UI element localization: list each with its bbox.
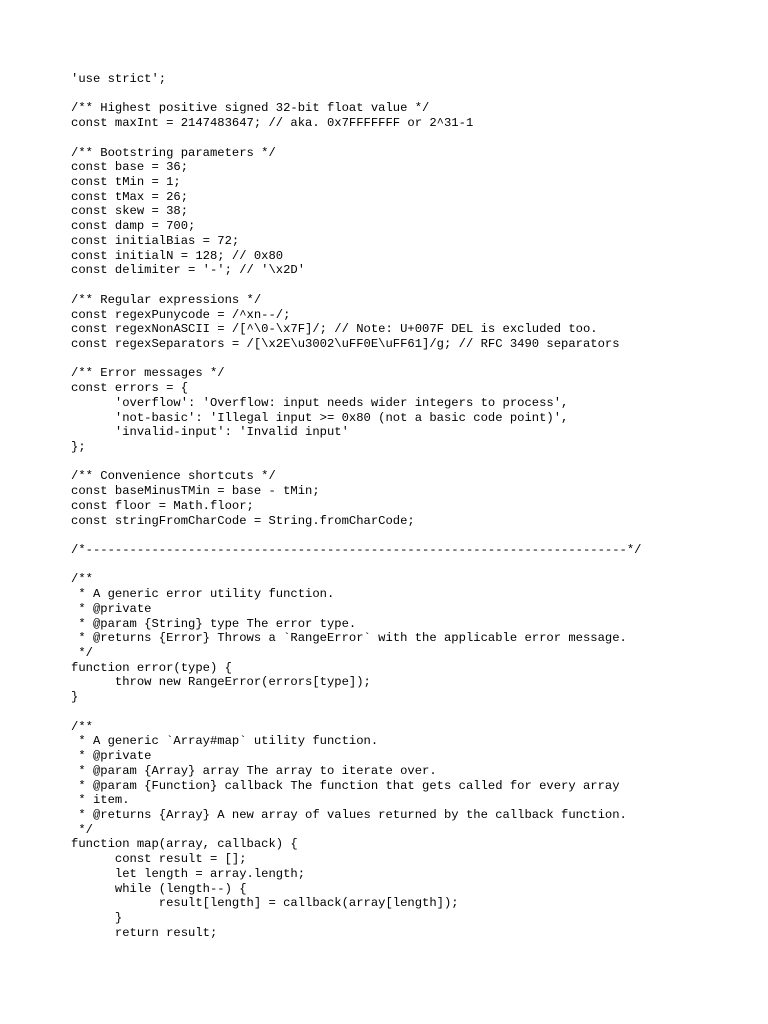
code-line: }; <box>71 439 86 454</box>
code-line: * @returns {Error} Throws a `RangeError` with the applicable error message. <box>71 631 627 646</box>
code-line: * @private <box>71 601 152 616</box>
code-line: const tMin = 1; <box>71 175 181 190</box>
code-line: 'use strict'; <box>71 72 167 86</box>
code-document <box>71 72 751 940</box>
code-line: const initialBias = 72; <box>71 233 240 248</box>
code-line <box>71 558 751 573</box>
code-line <box>71 705 751 720</box>
code-line: while (length--) { <box>71 881 247 896</box>
code-line: 'not-basic': 'Illegal input >= 0x80 (not a basic code point)', <box>71 410 569 425</box>
code-line: /** Error messages */ <box>71 366 225 381</box>
code-line: const regexNonASCII = /[^\0-\x7F]/; // Note: U+007F DEL is excluded too. <box>71 322 598 337</box>
code-line <box>71 455 751 470</box>
code-line: /** Regular expressions */ <box>71 292 262 307</box>
code-line: * @returns {Array} A new array of values returned by the callback function. <box>71 807 627 822</box>
code-line: /** Bootstring parameters */ <box>71 145 276 160</box>
code-line: const regexSeparators = /[\x2E\u3002\uFF0E\uFF61]/g; // RFC 3490 separators <box>71 336 620 351</box>
code-line: function error(type) { <box>71 660 232 675</box>
code-line: * @param {Function} callback The function that gets called for every array <box>71 778 620 793</box>
code-line <box>71 278 751 293</box>
code-line: * @private <box>71 749 152 764</box>
code-line: /*--------------------------------------------------------------------------*/ <box>71 543 642 557</box>
code-line: const maxInt = 2147483647; // aka. 0x7FFFFFFF or 2^31-1 <box>71 116 474 131</box>
code-line: */ <box>71 822 93 837</box>
code-line: const base = 36; <box>71 160 189 175</box>
code-line: * @param {String} type The error type. <box>71 616 357 631</box>
code-line: /** <box>71 719 93 734</box>
code-line: */ <box>71 646 93 661</box>
code-line: const baseMinusTMin = base - tMin; <box>71 484 320 499</box>
code-line: result[length] = callback(array[length]); <box>71 896 459 911</box>
code-line: * @param {Array} array The array to iterate over. <box>71 763 437 778</box>
code-line: } <box>71 690 79 705</box>
code-line: return result; <box>71 925 218 940</box>
code-line: const damp = 700; <box>71 219 196 234</box>
code-line <box>71 131 751 146</box>
code-line <box>71 528 751 543</box>
code-line <box>71 352 751 367</box>
code-line: /** Convenience shortcuts */ <box>71 469 276 484</box>
code-line: * item. <box>71 793 130 808</box>
code-line: /** Highest positive signed 32-bit float value */ <box>71 101 430 116</box>
code-line: const regexPunycode = /^xn--/; <box>71 307 291 322</box>
code-line: * A generic error utility function. <box>71 587 335 602</box>
code-line: 'invalid-input': 'Invalid input' <box>71 425 349 440</box>
code-line: let length = array.length; <box>71 866 306 881</box>
code-line: const skew = 38; <box>71 204 189 219</box>
code-line: /** <box>71 572 93 587</box>
code-line: throw new RangeError(errors[type]); <box>71 675 371 690</box>
code-line: const result = []; <box>71 852 247 867</box>
code-line: const floor = Math.floor; <box>71 498 254 513</box>
code-line: const delimiter = '-'; // '\x2D' <box>71 263 306 278</box>
code-line: const initialN = 128; // 0x80 <box>71 248 284 263</box>
code-line: const tMax = 26; <box>71 189 189 204</box>
code-line: const stringFromCharCode = String.fromCharCode; <box>71 513 415 528</box>
code-line: 'overflow': 'Overflow: input needs wider integers to process', <box>71 395 569 410</box>
code-line: function map(array, callback) { <box>71 837 298 852</box>
code-line <box>71 87 751 102</box>
code-line: const errors = { <box>71 381 189 396</box>
code-line: * A generic `Array#map` utility function. <box>71 734 379 749</box>
code-line: } <box>71 910 123 925</box>
